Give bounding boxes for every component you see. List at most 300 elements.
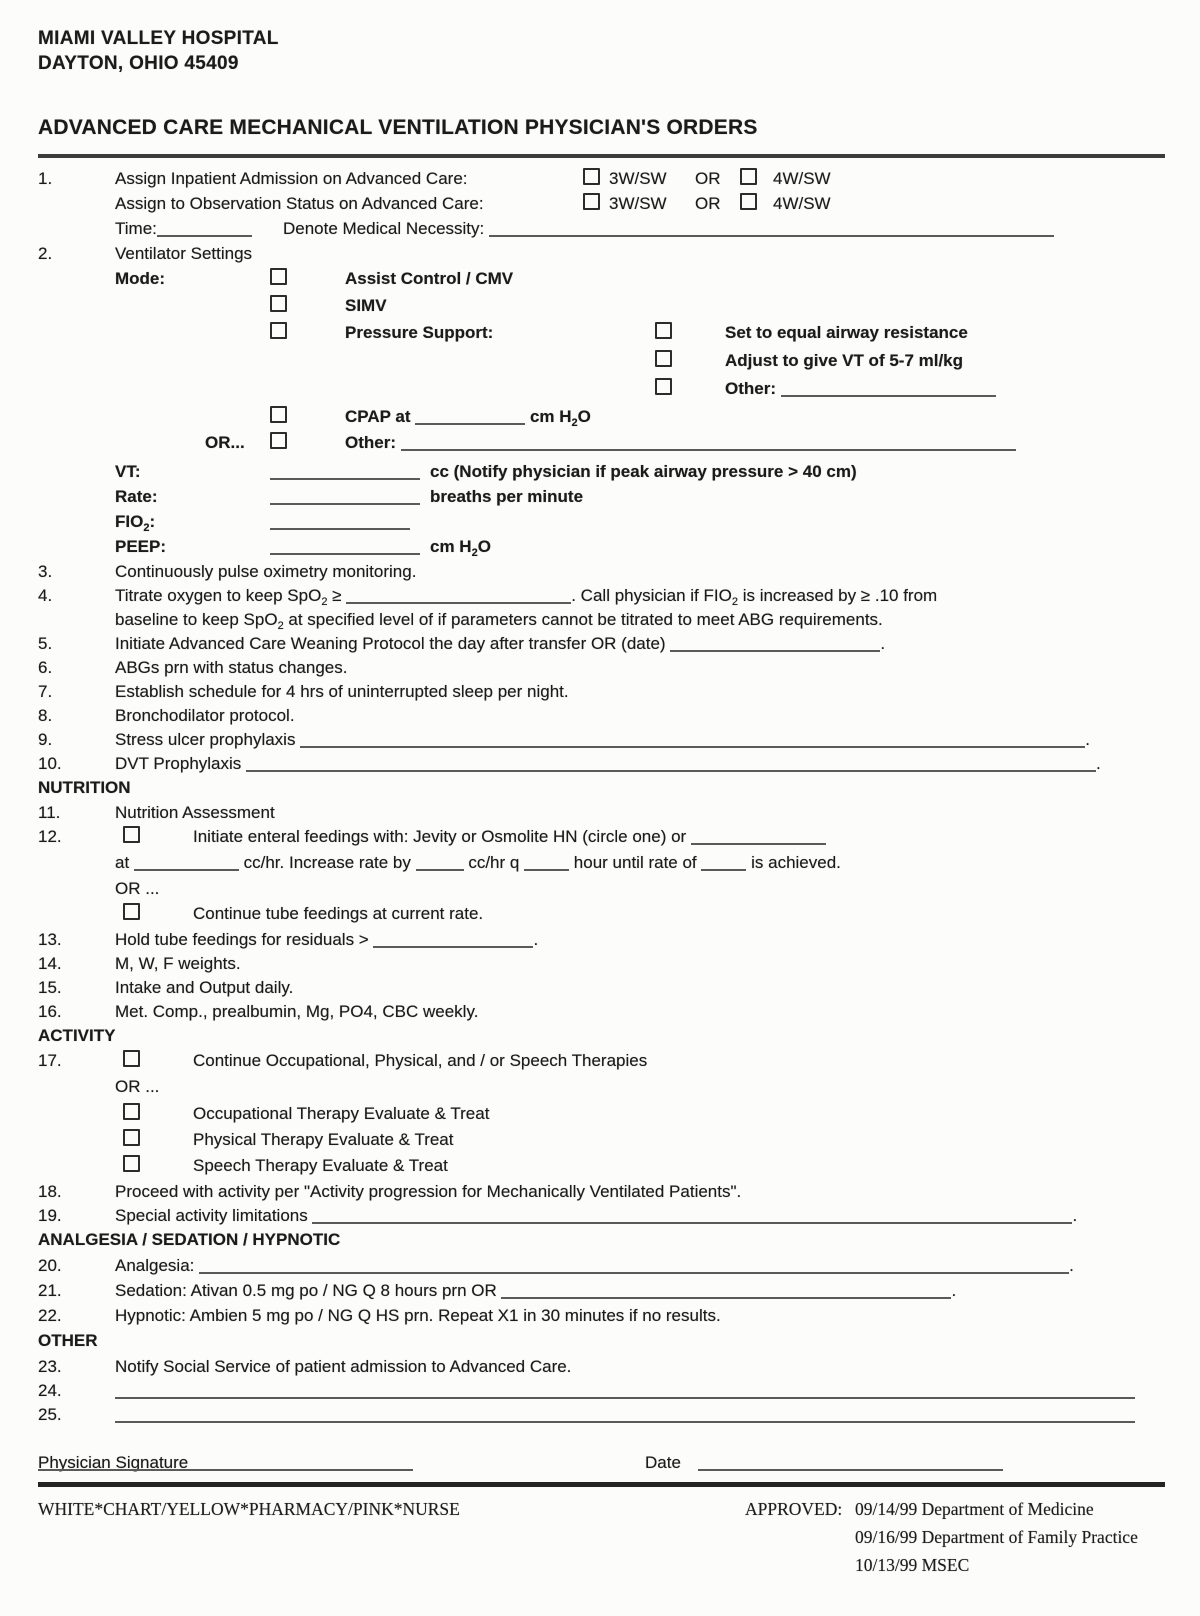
row-text: baseline to keep SpO <box>115 610 278 629</box>
row-text: is achieved. <box>746 853 841 872</box>
row-cell <box>115 1255 1074 1276</box>
footer <box>38 1495 1165 1605</box>
form-row <box>115 1076 1165 1103</box>
row-cell <box>193 903 483 924</box>
row-text: Continuously pulse oximetry monitoring. <box>115 562 417 581</box>
checkbox[interactable] <box>270 295 287 312</box>
row-cell <box>115 1280 956 1301</box>
row-cell <box>345 268 513 289</box>
form-row <box>115 1155 1165 1181</box>
row-cell <box>38 1025 115 1046</box>
form-row <box>115 1129 1165 1155</box>
row-text-bold: cc (Notify physician if peak airway pressure > 40 cm) <box>430 462 857 481</box>
form-row <box>115 268 1165 295</box>
row-cell <box>115 536 166 557</box>
row-cell <box>345 295 387 316</box>
row-text: 4W/SW <box>773 169 831 188</box>
form-row <box>38 729 1165 753</box>
form-row <box>38 1181 1165 1205</box>
physician-signature-label: Physician Signature <box>38 1453 189 1472</box>
row-cell <box>38 929 62 950</box>
row-text: 2 <box>321 596 328 608</box>
row-text-bold: PEEP: <box>115 537 167 556</box>
checkbox[interactable] <box>270 432 287 449</box>
row-text-bold: Other: <box>725 379 776 398</box>
row-cell <box>38 705 52 726</box>
row-text: M, W, F weights. <box>115 954 241 973</box>
row-text: 16. <box>38 1002 62 1021</box>
row-cell <box>115 193 484 214</box>
form-row <box>115 852 1165 878</box>
row-cell <box>38 681 52 702</box>
row-text: Special activity limitations <box>115 1206 313 1225</box>
row-text: cc/hr. Increase rate by <box>238 853 416 872</box>
blank-field[interactable] <box>401 435 1016 451</box>
row-text: Initiate Advanced Care Weaning Protocol the day after transfer OR (date) <box>115 634 671 653</box>
row-text-bold: O <box>577 407 591 426</box>
row-text: Physical Therapy Evaluate & Treat <box>193 1130 454 1149</box>
row-text: 1. <box>38 169 53 188</box>
row-text: Assign to Observation Status on Advanced Care: <box>115 194 484 213</box>
row-text: Continue Occupational, Physical, and / or Speech Therapies <box>193 1051 648 1070</box>
row-cell <box>115 1001 478 1022</box>
form-row <box>115 295 1165 322</box>
row-text-bold: ANALGESIA / SEDATION / HYPNOTIC <box>38 1230 341 1249</box>
form-row <box>38 681 1165 705</box>
row-cell <box>115 953 241 974</box>
row-text: . <box>951 1281 957 1300</box>
row-cell <box>655 350 672 371</box>
row-cell <box>270 461 420 482</box>
checkbox[interactable] <box>270 322 287 339</box>
checkbox[interactable] <box>123 1103 140 1120</box>
approval-entry: 10/13/99 MSEC <box>855 1555 970 1575</box>
section-header-row <box>38 777 1165 802</box>
form-row <box>38 802 1165 826</box>
row-cell <box>115 633 885 654</box>
row-text-bold: Other: <box>345 433 396 452</box>
row-cell <box>115 1076 159 1097</box>
physician-signature-line[interactable] <box>38 1452 413 1474</box>
form-row <box>115 609 1165 633</box>
row-cell <box>38 585 52 606</box>
form-row <box>38 168 1165 193</box>
blank-field[interactable] <box>246 756 1096 772</box>
blank-field[interactable] <box>691 829 826 845</box>
row-cell <box>38 1280 62 1301</box>
row-cell <box>115 511 155 539</box>
form-row <box>115 1103 1165 1129</box>
row-text: ABGs prn with status changes. <box>115 658 348 677</box>
form-row <box>38 929 1165 953</box>
row-cell <box>115 977 293 998</box>
row-text: Continue tube feedings at current rate. <box>193 904 484 923</box>
row-text: Denote Medical Necessity: <box>283 219 485 238</box>
row-text: Hold tube feedings for residuals > <box>115 930 374 949</box>
row-cell <box>123 1155 140 1176</box>
row-cell <box>270 536 420 557</box>
row-text: 12. <box>38 827 62 846</box>
row-cell <box>115 657 347 678</box>
row-cell <box>270 406 287 427</box>
blank-field[interactable] <box>270 464 420 480</box>
form-row <box>38 753 1165 777</box>
checkbox[interactable] <box>740 193 757 210</box>
row-text: Intake and Output daily. <box>115 978 294 997</box>
form-row <box>115 511 1165 536</box>
blank-field[interactable] <box>157 221 252 237</box>
row-text: 23. <box>38 1357 62 1376</box>
blank-field[interactable] <box>346 588 571 604</box>
blank-field[interactable] <box>300 732 1085 748</box>
row-cell <box>38 826 62 847</box>
row-text: Speech Therapy Evaluate & Treat <box>193 1156 448 1175</box>
row-text: 3W/SW <box>609 169 667 188</box>
row-text: Hypnotic: Ambien 5 mg po / NG Q HS prn. Repeat X1 in 30 minutes if no results. <box>115 1306 721 1325</box>
blank-field[interactable] <box>270 539 420 555</box>
blank-field[interactable] <box>501 1283 951 1299</box>
row-text: 4W/SW <box>773 194 831 213</box>
row-cell <box>270 322 287 343</box>
row-text-bold: Assist Control / CMV <box>345 269 514 288</box>
row-cell <box>38 1380 62 1401</box>
row-text: 13. <box>38 930 62 949</box>
row-cell <box>115 802 275 823</box>
row-cell <box>345 432 1016 453</box>
checkbox[interactable] <box>583 168 600 185</box>
checkbox[interactable] <box>270 406 287 423</box>
row-cell <box>115 1380 1135 1401</box>
row-cell <box>345 406 591 434</box>
row-text: . <box>880 634 886 653</box>
row-text: 10. <box>38 754 62 773</box>
checkbox[interactable] <box>655 350 672 367</box>
row-cell <box>270 295 287 316</box>
row-text: Ventilator Settings <box>115 244 253 263</box>
row-cell <box>740 168 757 189</box>
section-header-row <box>38 1330 1165 1356</box>
footer-rule <box>38 1482 1165 1487</box>
blank-field[interactable] <box>115 1407 1135 1423</box>
row-text-bold: Pressure Support: <box>345 323 494 342</box>
row-text: OR ... <box>115 879 160 898</box>
row-text: OR ... <box>115 1077 160 1096</box>
form-row <box>115 193 1165 218</box>
row-cell <box>38 168 52 189</box>
row-cell <box>430 486 583 507</box>
blank-field[interactable] <box>670 636 880 652</box>
row-cell <box>283 218 1054 239</box>
checkbox[interactable] <box>123 826 140 843</box>
blank-field[interactable] <box>416 855 464 871</box>
form-row <box>38 585 1165 609</box>
row-cell <box>38 1205 62 1226</box>
row-cell <box>123 903 140 924</box>
row-cell <box>270 511 410 532</box>
row-cell <box>115 1205 1077 1226</box>
checkbox[interactable] <box>123 1129 140 1146</box>
row-cell <box>193 1103 489 1124</box>
row-cell <box>345 322 493 343</box>
row-cell <box>193 1155 448 1176</box>
title-divider <box>38 154 1165 158</box>
section-header-row <box>38 1229 1165 1255</box>
row-cell <box>695 168 721 189</box>
form-row <box>115 350 1165 378</box>
row-cell <box>38 777 131 798</box>
form-row <box>38 1305 1165 1330</box>
checkbox[interactable] <box>655 322 672 339</box>
row-cell <box>38 561 52 582</box>
row-cell <box>38 802 60 823</box>
row-cell <box>115 1404 1135 1425</box>
row-cell <box>38 633 52 654</box>
form-row <box>38 1205 1165 1229</box>
row-cell <box>38 1229 340 1250</box>
form-row <box>115 322 1165 350</box>
row-cell <box>193 1129 454 1150</box>
row-text-bold: OTHER <box>38 1331 98 1350</box>
approved-label: APPROVED: <box>745 1499 843 1519</box>
row-cell <box>38 1255 62 1276</box>
row-text: . <box>1085 730 1090 749</box>
row-text: 5. <box>38 634 53 653</box>
row-text: Assign Inpatient Admission on Advanced Care: <box>115 169 468 188</box>
blank-field[interactable] <box>270 514 410 530</box>
row-text: hour until rate of <box>569 853 702 872</box>
blank-field[interactable] <box>373 932 533 948</box>
signature-block <box>38 1452 1165 1478</box>
row-text-bold: Mode: <box>115 269 166 288</box>
row-cell <box>115 1181 741 1202</box>
row-cell <box>38 977 62 998</box>
row-cell <box>115 852 841 873</box>
form-row <box>115 218 1165 243</box>
row-text-bold: cm H <box>525 407 572 426</box>
row-text: 25. <box>38 1405 62 1424</box>
row-text: OR <box>695 169 721 188</box>
row-text: Occupational Therapy Evaluate & Treat <box>193 1104 490 1123</box>
row-cell <box>205 432 245 453</box>
row-cell <box>115 561 416 582</box>
row-cell <box>725 378 996 399</box>
row-cell <box>773 168 831 189</box>
approval-entry: 09/14/99 Department of Medicine <box>855 1499 1094 1519</box>
row-cell <box>725 350 963 371</box>
row-cell <box>270 486 420 507</box>
row-cell <box>38 1330 98 1351</box>
form-title: ADVANCED CARE MECHANICAL VENTILATION PHYSICIAN'S ORDERS <box>38 116 758 139</box>
row-text: . <box>1096 754 1101 773</box>
row-cell <box>115 486 158 507</box>
hospital-address: DAYTON, OHIO 45409 <box>38 53 239 74</box>
row-cell <box>773 193 831 214</box>
form-row <box>38 1001 1165 1025</box>
form-row <box>115 432 1165 461</box>
form-row <box>38 633 1165 657</box>
row-cell <box>609 193 667 214</box>
row-text: Time: <box>115 219 157 238</box>
row-text: Titrate oxygen to keep SpO <box>115 586 322 605</box>
row-cell <box>115 705 295 726</box>
approvals-list <box>855 1495 1138 1579</box>
row-cell <box>38 1305 62 1326</box>
row-text-bold: SIMV <box>345 296 387 315</box>
row-text: Establish schedule for 4 hrs of uninterrupted sleep per night. <box>115 682 569 701</box>
row-text: 9. <box>38 730 53 749</box>
blank-field[interactable] <box>415 409 525 425</box>
form-row <box>38 657 1165 681</box>
row-cell <box>115 878 159 899</box>
row-cell <box>123 1103 140 1124</box>
row-cell <box>695 193 721 214</box>
row-text: is increased by ≥ .10 from <box>737 586 938 605</box>
form-row <box>38 561 1165 585</box>
form-row <box>38 1356 1165 1380</box>
row-cell <box>38 953 62 974</box>
row-text-bold: Set to equal airway resistance <box>725 323 968 342</box>
row-cell <box>115 461 141 482</box>
form-row <box>38 1380 1165 1404</box>
row-text: Initiate enteral feedings with: Jevity or Osmolite HN (circle one) or <box>193 827 691 846</box>
form-row <box>115 378 1165 406</box>
row-text: 7. <box>38 682 53 701</box>
blank-field[interactable] <box>134 855 239 871</box>
row-text: Met. Comp., prealbumin, Mg, PO4, CBC weekly. <box>115 1002 479 1021</box>
form-row <box>38 1280 1165 1305</box>
row-cell <box>115 243 252 264</box>
row-cell <box>583 193 600 214</box>
row-cell <box>270 432 287 453</box>
row-text: 11. <box>38 803 61 822</box>
row-cell <box>38 1001 62 1022</box>
row-cell <box>38 1356 62 1377</box>
row-text: . <box>533 930 539 949</box>
row-text: Notify Social Service of patient admission to Advanced Care. <box>115 1357 572 1376</box>
form-row <box>115 536 1165 561</box>
row-text: at specified level of if parameters cannot be titrated to meet ABG requirements. <box>283 610 883 629</box>
checkbox[interactable] <box>270 268 287 285</box>
blank-field[interactable] <box>270 489 420 505</box>
row-cell <box>583 168 600 189</box>
row-cell <box>115 1356 571 1377</box>
row-text: 19. <box>38 1206 62 1225</box>
row-text-bold: 2 <box>143 522 150 534</box>
blank-field[interactable] <box>524 855 569 871</box>
row-text: Stress ulcer prophylaxis <box>115 730 301 749</box>
row-cell <box>38 1404 62 1425</box>
row-text: . <box>1069 1256 1074 1275</box>
row-text-bold: FIO <box>115 512 144 531</box>
row-text: 2 <box>277 620 284 632</box>
row-text-bold: 2 <box>571 417 578 429</box>
blank-field[interactable] <box>115 1383 1135 1399</box>
row-cell <box>115 929 538 950</box>
row-cell <box>740 193 757 214</box>
row-text: . <box>1072 1206 1078 1225</box>
row-text: 2. <box>38 244 53 263</box>
row-cell <box>655 378 672 399</box>
blank-field[interactable] <box>312 1208 1072 1224</box>
blank-field[interactable] <box>781 381 996 397</box>
row-text-bold: cm H <box>430 537 472 556</box>
row-text: 14. <box>38 954 62 973</box>
form-row <box>115 903 1165 929</box>
row-cell <box>38 753 62 774</box>
form-row <box>38 1050 1165 1076</box>
row-text: 17. <box>38 1051 62 1070</box>
row-text: 3. <box>38 562 53 581</box>
copy-distribution: WHITE*CHART/YELLOW*PHARMACY/PINK*NURSE <box>38 1499 460 1519</box>
row-text-bold: ACTIVITY <box>38 1026 116 1045</box>
row-cell <box>115 753 1101 774</box>
row-cell <box>609 168 667 189</box>
checkbox[interactable] <box>123 1050 140 1067</box>
row-text: 21. <box>38 1281 62 1300</box>
row-cell <box>38 657 52 678</box>
row-text: 4. <box>38 586 53 605</box>
row-text: 15. <box>38 978 62 997</box>
checkbox[interactable] <box>740 168 757 185</box>
form-row <box>38 705 1165 729</box>
row-text: DVT Prophylaxis <box>115 754 247 773</box>
checkbox[interactable] <box>655 378 672 395</box>
row-text-bold: O <box>477 537 491 556</box>
checkbox[interactable] <box>123 1155 140 1172</box>
row-text-bold: OR... <box>205 433 245 452</box>
row-cell <box>38 729 52 750</box>
row-text: 24. <box>38 1381 62 1400</box>
row-text: ≥ <box>327 586 347 605</box>
row-cell <box>123 1050 140 1071</box>
blank-field[interactable] <box>199 1258 1069 1274</box>
row-text-bold: VT: <box>115 462 141 481</box>
hospital-name: MIAMI VALLEY HOSPITAL <box>38 28 279 49</box>
section-header-row <box>38 1025 1165 1050</box>
row-text: 6. <box>38 658 53 677</box>
row-cell <box>430 536 491 564</box>
blank-field[interactable] <box>701 855 746 871</box>
row-text: 22. <box>38 1306 62 1325</box>
row-text-bold: breaths per minute <box>430 487 584 506</box>
row-text: . Call physician if FIO <box>571 586 732 605</box>
row-text: cc/hr q <box>463 853 525 872</box>
row-text-bold: Adjust to give VT of 5-7 ml/kg <box>725 351 964 370</box>
row-cell <box>115 729 1090 750</box>
date-line[interactable] <box>698 1452 1003 1474</box>
row-text: Proceed with activity per "Activity progression for Mechanically Ventilated Patients". <box>115 1182 742 1201</box>
form-row <box>115 406 1165 432</box>
row-cell <box>115 268 165 289</box>
blank-field[interactable] <box>489 221 1054 237</box>
row-cell <box>115 1305 721 1326</box>
row-cell <box>430 461 857 482</box>
form-row <box>38 977 1165 1001</box>
row-text: Analgesia: <box>115 1256 200 1275</box>
row-text: Nutrition Assessment <box>115 803 275 822</box>
row-text-bold: NUTRITION <box>38 778 131 797</box>
row-text: OR <box>695 194 721 213</box>
row-text-bold: CPAP at <box>345 407 416 426</box>
row-text-bold: Rate: <box>115 487 158 506</box>
row-text: Bronchodilator protocol. <box>115 706 295 725</box>
form-row <box>115 878 1165 903</box>
row-cell <box>115 681 569 702</box>
row-cell <box>270 268 287 289</box>
form-row <box>115 461 1165 486</box>
checkbox[interactable] <box>123 903 140 920</box>
checkbox[interactable] <box>583 193 600 210</box>
